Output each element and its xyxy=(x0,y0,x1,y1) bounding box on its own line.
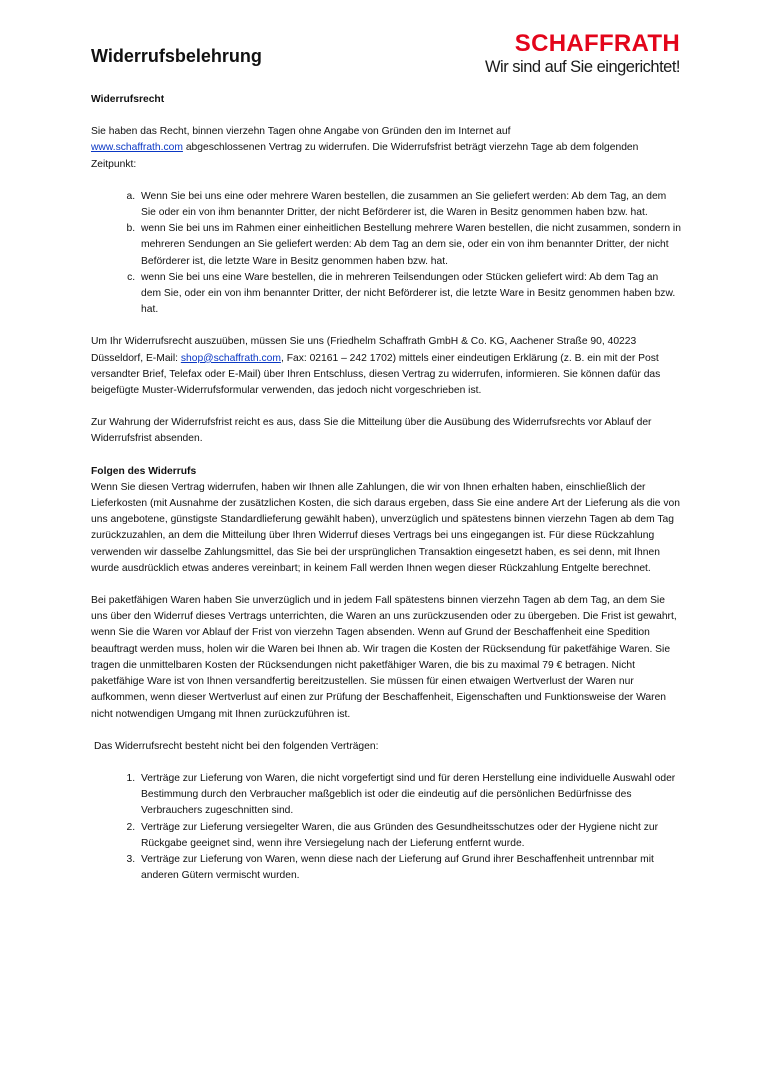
deadline-paragraph: Zur Wahrung der Widerrufsfrist reicht es aus, dass Sie die Mitteilung über die Ausübung des Widerrufsrechts vor Ablauf der Widerrufsfrist absenden. xyxy=(91,417,652,445)
exceptions-intro: Das Widerrufsrecht besteht nicht bei den folgenden Verträgen: xyxy=(94,740,379,752)
list-item: b. wenn Sie bei uns im Rahmen einer einheitlichen Bestellung mehrere Waren bestellen, die nicht zusammen, sondern in mehreren Sendungen an Sie geliefert werden: Ab dem Tag an dem sie, oder ein von ihm benannter Dritter, der nicht Beförderer ist, die letzte Ware in Besitz genommen haben bzw. hat. xyxy=(138,221,681,270)
contact-text-2: , Fax: 02161 – 242 1702) mittels einer eindeutigen Erklärung (z. B. ein mit der Post versandter Brief, Telefax oder E-Mail) über Ihren Entschluss, diesen Vertrag zu widerrufen, informieren. Sie können dafür das beigefügte Muster-Widerrufsformular verwenden, das jedoch nicht vorgeschrieben ist. xyxy=(91,352,661,397)
page-title: Widerrufsbelehrung xyxy=(91,46,262,66)
brand-logo xyxy=(484,31,680,77)
deadline-list xyxy=(91,189,681,319)
list-item: a. Wenn Sie bei uns eine oder mehrere Waren bestellen, die zusammen an Sie geliefert werden: Ab dem Tag, an dem Sie oder ein von ihm benannter Dritter, der nicht Beförderer ist, die Waren in Besitz genommen haben bzw. hat. xyxy=(138,189,681,221)
email-link[interactable]: shop@schaffrath.com xyxy=(180,352,281,364)
brand-slogan: Wir sind auf Sie eingerichtet! xyxy=(484,58,680,76)
return-paragraph: Bei paketfähigen Waren haben Sie unverzüglich und in jedem Fall spätestens binnen vierzehn Tagen ab dem Tag, an dem Sie uns über den Widerruf dieses Vertrags unterrichten, die Waren an uns zurückzusenden oder zu übergeben. Die Frist ist gewahrt, wenn Sie die Waren vor Ablauf der Frist von vierzehn Tagen absenden. Wenn auf Grund der Beschaffenheit eine Spedition beauftragt werden muss, holen wir die Waren bei Ihnen ab. Wir tragen die Kosten der Rücksendung für paketfähige Waren. Sie tragen die unmittelbaren Kosten der Rücksendungen nicht paketfähiger Waren, die bis zu maximal 79 € betragen. Nicht paketfähige Ware ist von Ihnen versandfertig bereitzustellen. Sie müssen für einen etwaigen Wertverlust der Waren nur aufkommen, wenn dieser Wertverlust auf einen zur Prüfung der Beschaffenheit, Eigenschaften und Funktionsweise der Waren nicht notwendigen Umgang mit Ihnen zurückzuführen ist. xyxy=(91,595,677,720)
brand-name: SCHAFFRATH xyxy=(514,30,680,57)
list-item: 3. Verträge zur Lieferung von Waren, wenn diese nach der Lieferung auf Grund ihrer Beschaffenheit untrennbar mit anderen Gütern vermischt wurden. xyxy=(138,852,681,884)
section-heading-folgen: Folgen des Widerrufs xyxy=(91,465,197,477)
document-body xyxy=(91,92,681,900)
list-item: 2. Verträge zur Lieferung versiegelter Waren, die aus Gründen des Gesundheitsschutzes oder der Hygiene nicht zur Rückgabe geeignet sind, wenn ihre Versiegelung nach der Lieferung entfernt wurde. xyxy=(138,820,681,852)
contact-text-1: Um Ihr Widerrufsrecht auszuüben, müssen Sie uns (Friedhelm Schaffrath GmbH & Co. KG, Aachener Straße 90, 40223 Düsseldorf, E-Mail: xyxy=(91,336,637,364)
list-item: 1. Verträge zur Lieferung von Waren, die nicht vorgefertigt sind und für deren Herstellung eine individuelle Auswahl oder Bestimmung durch den Verbraucher maßgeblich ist oder die eindeutig auf die persönlichen Bedürfnisse des Verbrauchers zugeschnitten sind. xyxy=(138,771,681,820)
consequences-paragraph xyxy=(91,464,681,577)
section-heading-widerrufsrecht: Widerrufsrecht xyxy=(91,94,165,105)
contact-paragraph xyxy=(91,334,681,399)
website-link[interactable]: www.schaffrath.com xyxy=(91,142,183,154)
exceptions-list xyxy=(91,771,681,884)
consequences-text: Wenn Sie diesen Vertrag widerrufen, haben wir Ihnen alle Zahlungen, die wir von Ihnen erhalten haben, einschließlich der Lieferkosten (mit Ausnahme der zusätzlichen Kosten, die sich daraus ergeben, dass Sie eine andere Art der Lieferung als die von uns angebotene, günstigste Standardlieferung gewählt haben), unverzüglich und spätestens binnen vierzehn Tagen ab dem Tag zurückzuzahlen, an dem die Mitteilung über Ihren Widerruf dieses Vertrags bei uns eingegangen ist. Für diese Rückzahlung verwenden wir dasselbe Zahlungsmittel, das Sie bei der ursprünglichen Transaktion eingesetzt haben, es sei denn, mit Ihnen wurde ausdrücklich etwas anderes vereinbart; in keinem Fall werden Ihnen wegen dieser Rückzahlung Entgelte berechnet. xyxy=(91,481,680,574)
intro-paragraph xyxy=(91,124,681,173)
list-item: c. wenn Sie bei uns eine Ware bestellen, die in mehreren Teilsendungen oder Stücken geliefert wird: Ab dem Tag an dem Sie, oder ein von ihm benannter Dritter, der nicht Beförderer ist, die letzte Ware in Besitz genommen haben bzw. hat. xyxy=(138,270,681,319)
intro-text-2: abgeschlossenen Vertrag zu widerrufen. Die Widerrufsfrist beträgt vierzehn Tage ab dem folgenden Zeitpunkt: xyxy=(91,142,639,170)
intro-text-1: Sie haben das Recht, binnen vierzehn Tagen ohne Angabe von Gründen den im Internet auf xyxy=(91,126,511,138)
